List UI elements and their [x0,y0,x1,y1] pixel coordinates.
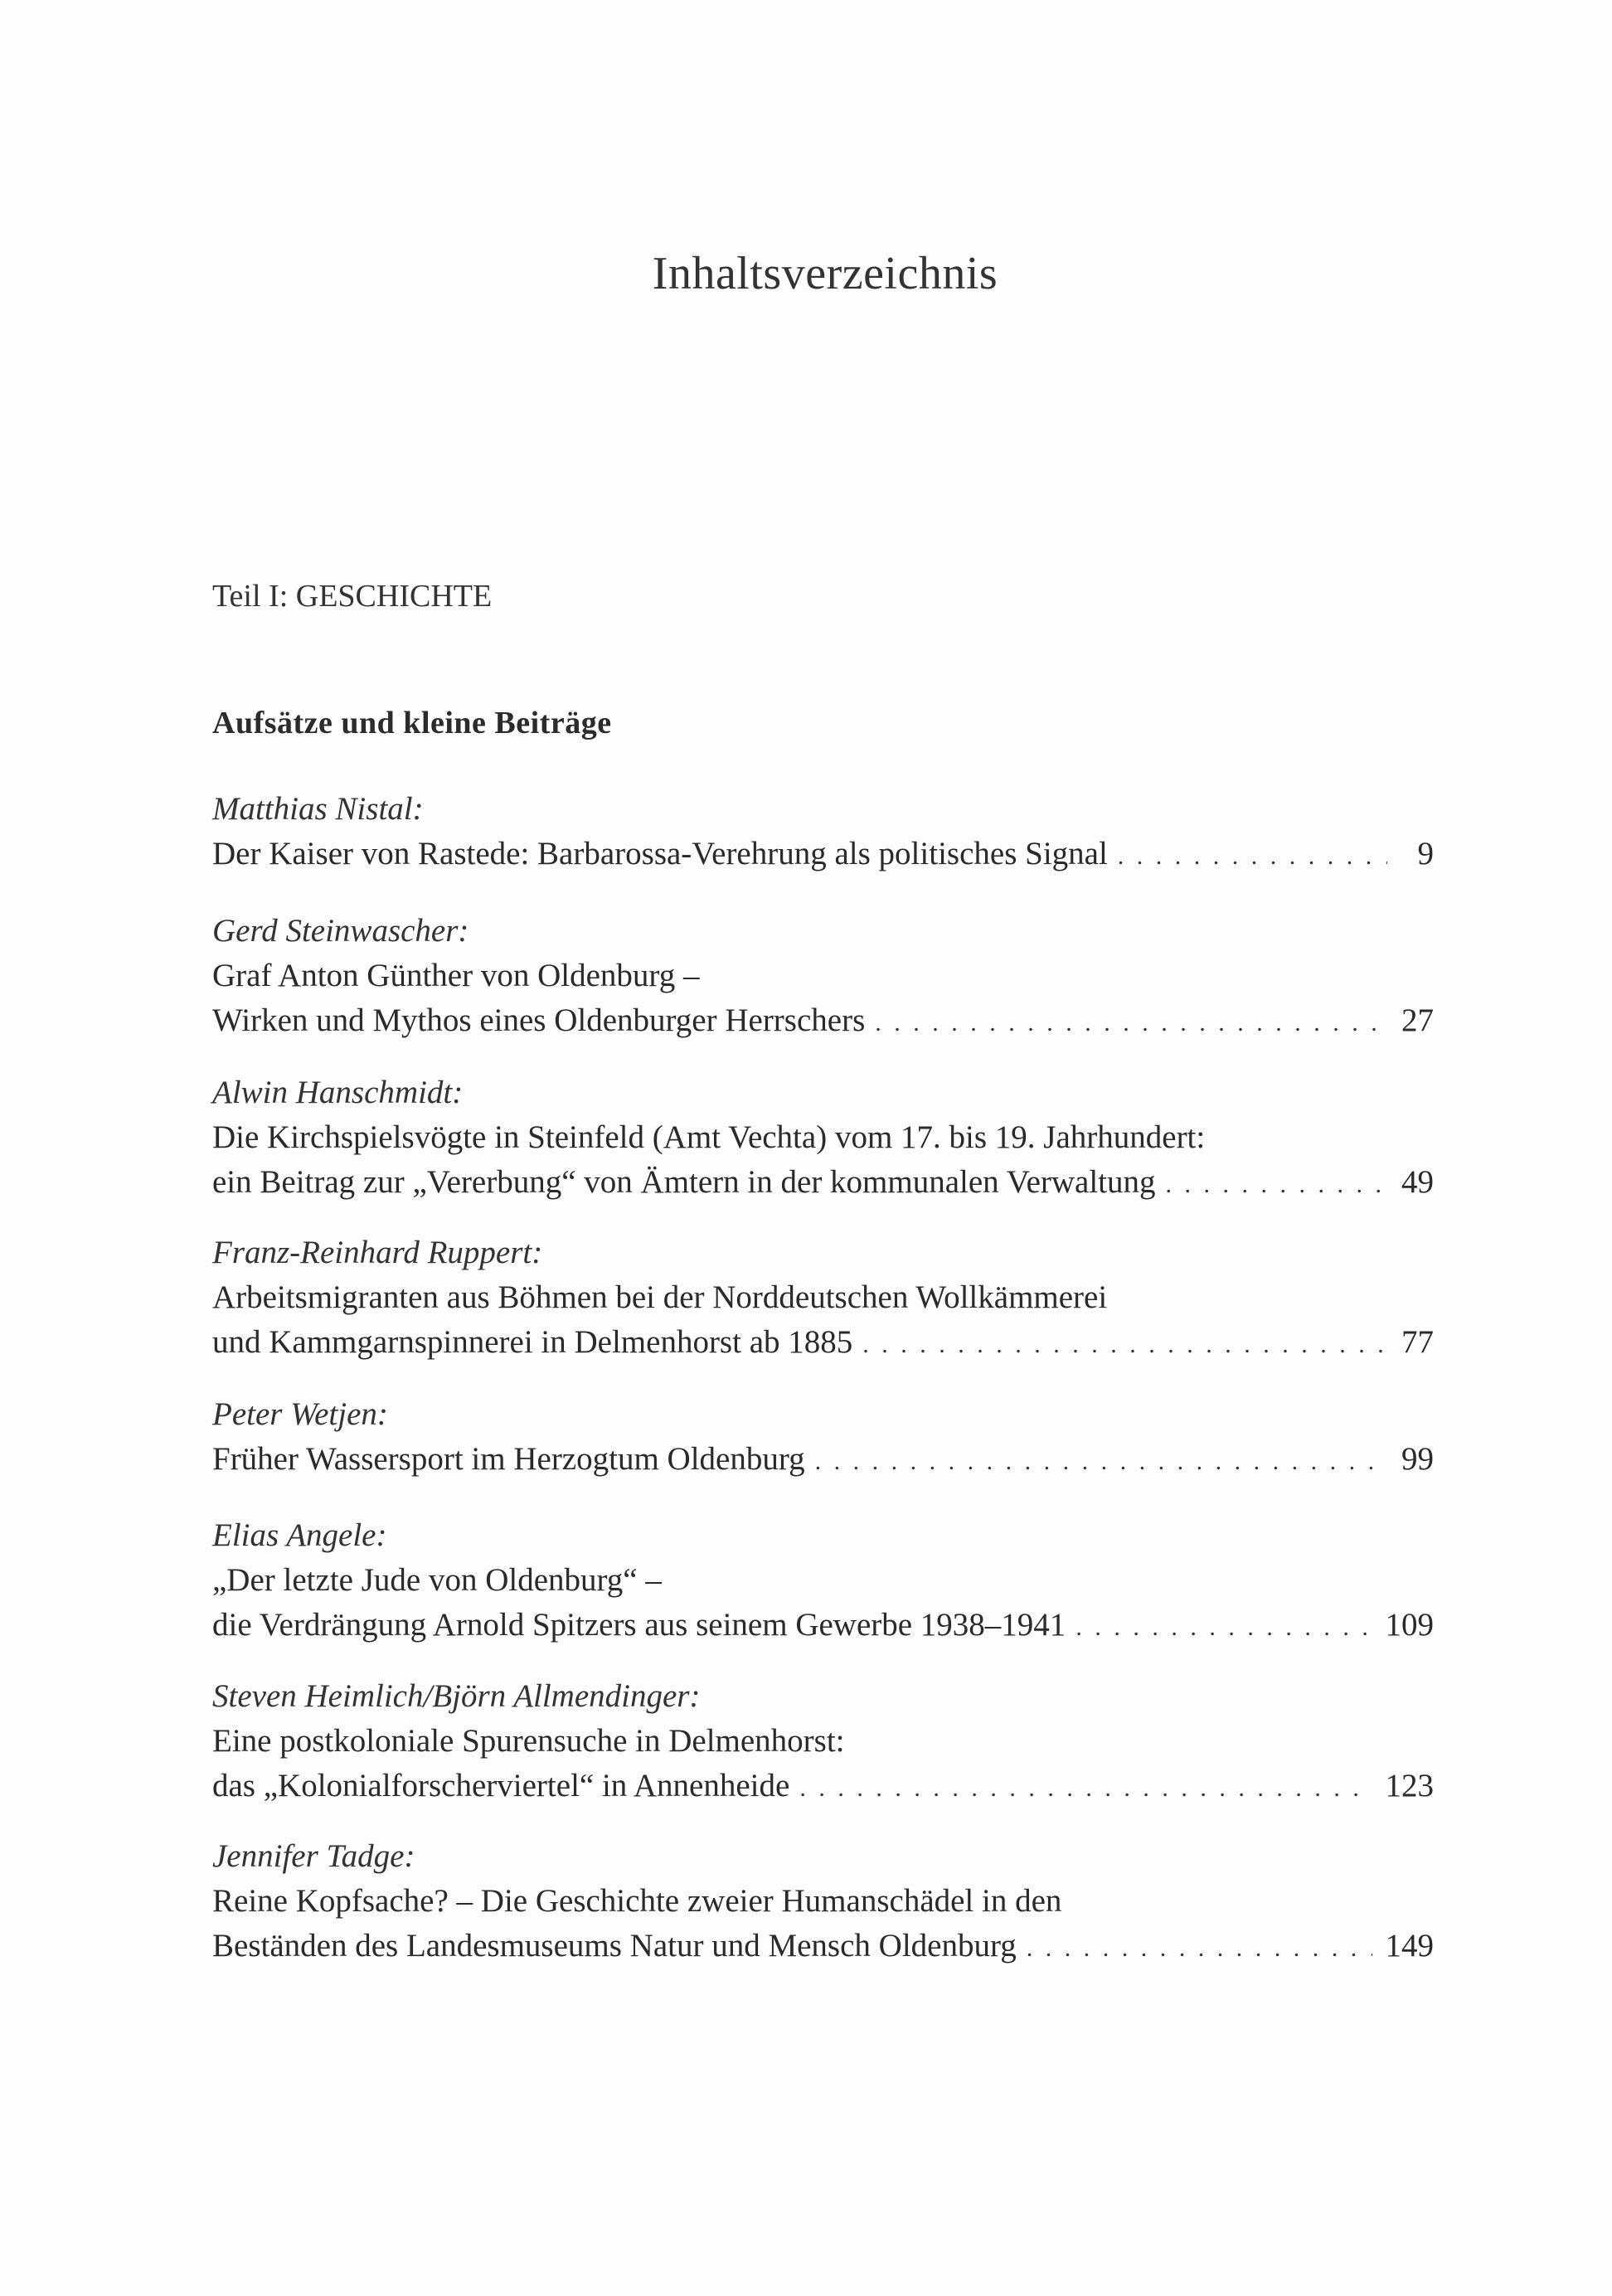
dot-leader [799,1766,1372,1811]
entry-title: „Der letzte Jude von Oldenburg“ – [212,1562,662,1598]
page-number: 9 [1417,836,1434,871]
toc-entry [212,1231,1434,1365]
entry-title: Früher Wassersport im Herzogtum Oldenburg [212,1441,805,1477]
page-number: 109 [1385,1607,1434,1643]
dot-leader [1166,1163,1387,1207]
entry-title-line[interactable] [212,1160,1434,1205]
entry-title: Eine postkoloniale Spurensuche in Delmenhorst: [212,1723,845,1759]
page-number: 99 [1401,1441,1434,1477]
entry-title: Graf Anton Günther von Oldenburg – [212,958,700,993]
entry-author: Peter Wetjen: [212,1396,388,1432]
section-heading: Aufsätze und kleine Beiträge [212,706,612,740]
toc-entry [212,1513,1434,1648]
dot-leader [1027,1926,1372,1971]
entry-author: Gerd Steinwascher: [212,913,469,949]
dot-leader [1075,1605,1372,1650]
entry-author: Jennifer Tadge: [212,1838,415,1874]
entry-title: Der Kaiser von Rastede: Barbarossa-Verehrung als politisches Signal [212,836,1108,871]
page-number: 49 [1401,1164,1434,1200]
entry-title-line[interactable] [212,1320,1434,1365]
entry-title-line[interactable] [212,1764,1434,1808]
page-number: 123 [1385,1768,1434,1803]
part-heading: Teil I: GESCHICHTE [212,579,493,614]
entry-author: Matthias Nistal: [212,791,424,827]
toc-entry [212,787,1434,876]
toc-entry [212,1070,1434,1205]
entry-title: Arbeitsmigranten aus Böhmen bei der Norddeutschen Wollkämmerei [212,1279,1108,1315]
page-number: 77 [1401,1324,1434,1360]
dot-leader [875,1001,1387,1046]
page-number: 149 [1385,1928,1434,1963]
toc-entry [212,1674,1434,1808]
entry-author: Franz-Reinhard Ruppert: [212,1235,543,1270]
dot-leader [862,1323,1387,1367]
entry-author: Steven Heimlich/Björn Allmendinger: [212,1678,701,1714]
entry-title: und Kammgarnspinnerei in Delmenhorst ab 1885 [212,1324,853,1360]
entry-title: die Verdrängung Arnold Spitzers aus seinem Gewerbe 1938–1941 [212,1607,1066,1643]
entry-title-line[interactable] [212,998,1434,1043]
entry-title: Die Kirchspielsvögte in Steinfeld (Amt Vechta) vom 17. bis 19. Jahrhundert: [212,1119,1206,1155]
toc-entry [212,1834,1434,1968]
entry-title: Wirken und Mythos eines Oldenburger Herrschers [212,1002,866,1038]
page-title: Inhaltsverzeichnis [652,248,998,299]
entry-title-line[interactable] [212,1924,1434,1968]
entry-title: Beständen des Landesmuseums Natur und Mensch Oldenburg [212,1928,1017,1963]
entry-author: Elias Angele: [212,1517,387,1553]
dot-leader [815,1439,1387,1484]
page-number: 27 [1401,1002,1434,1038]
entry-title-line[interactable] [212,1437,1434,1482]
entry-title: ein Beitrag zur „Vererbung“ von Ämtern in der kommunalen Verwaltung [212,1164,1156,1200]
entry-title-line[interactable] [212,1603,1434,1648]
toc-entry [212,1392,1434,1482]
dot-leader [1118,834,1387,879]
entry-title: Reine Kopfsache? – Die Geschichte zweier Humanschädel in den [212,1883,1062,1919]
toc-entry [212,909,1434,1043]
entry-title-line[interactable] [212,832,1434,876]
entry-title: das „Kolonialforscherviertel“ in Annenheide [212,1768,790,1803]
entry-author: Alwin Hanschmidt: [212,1075,464,1110]
